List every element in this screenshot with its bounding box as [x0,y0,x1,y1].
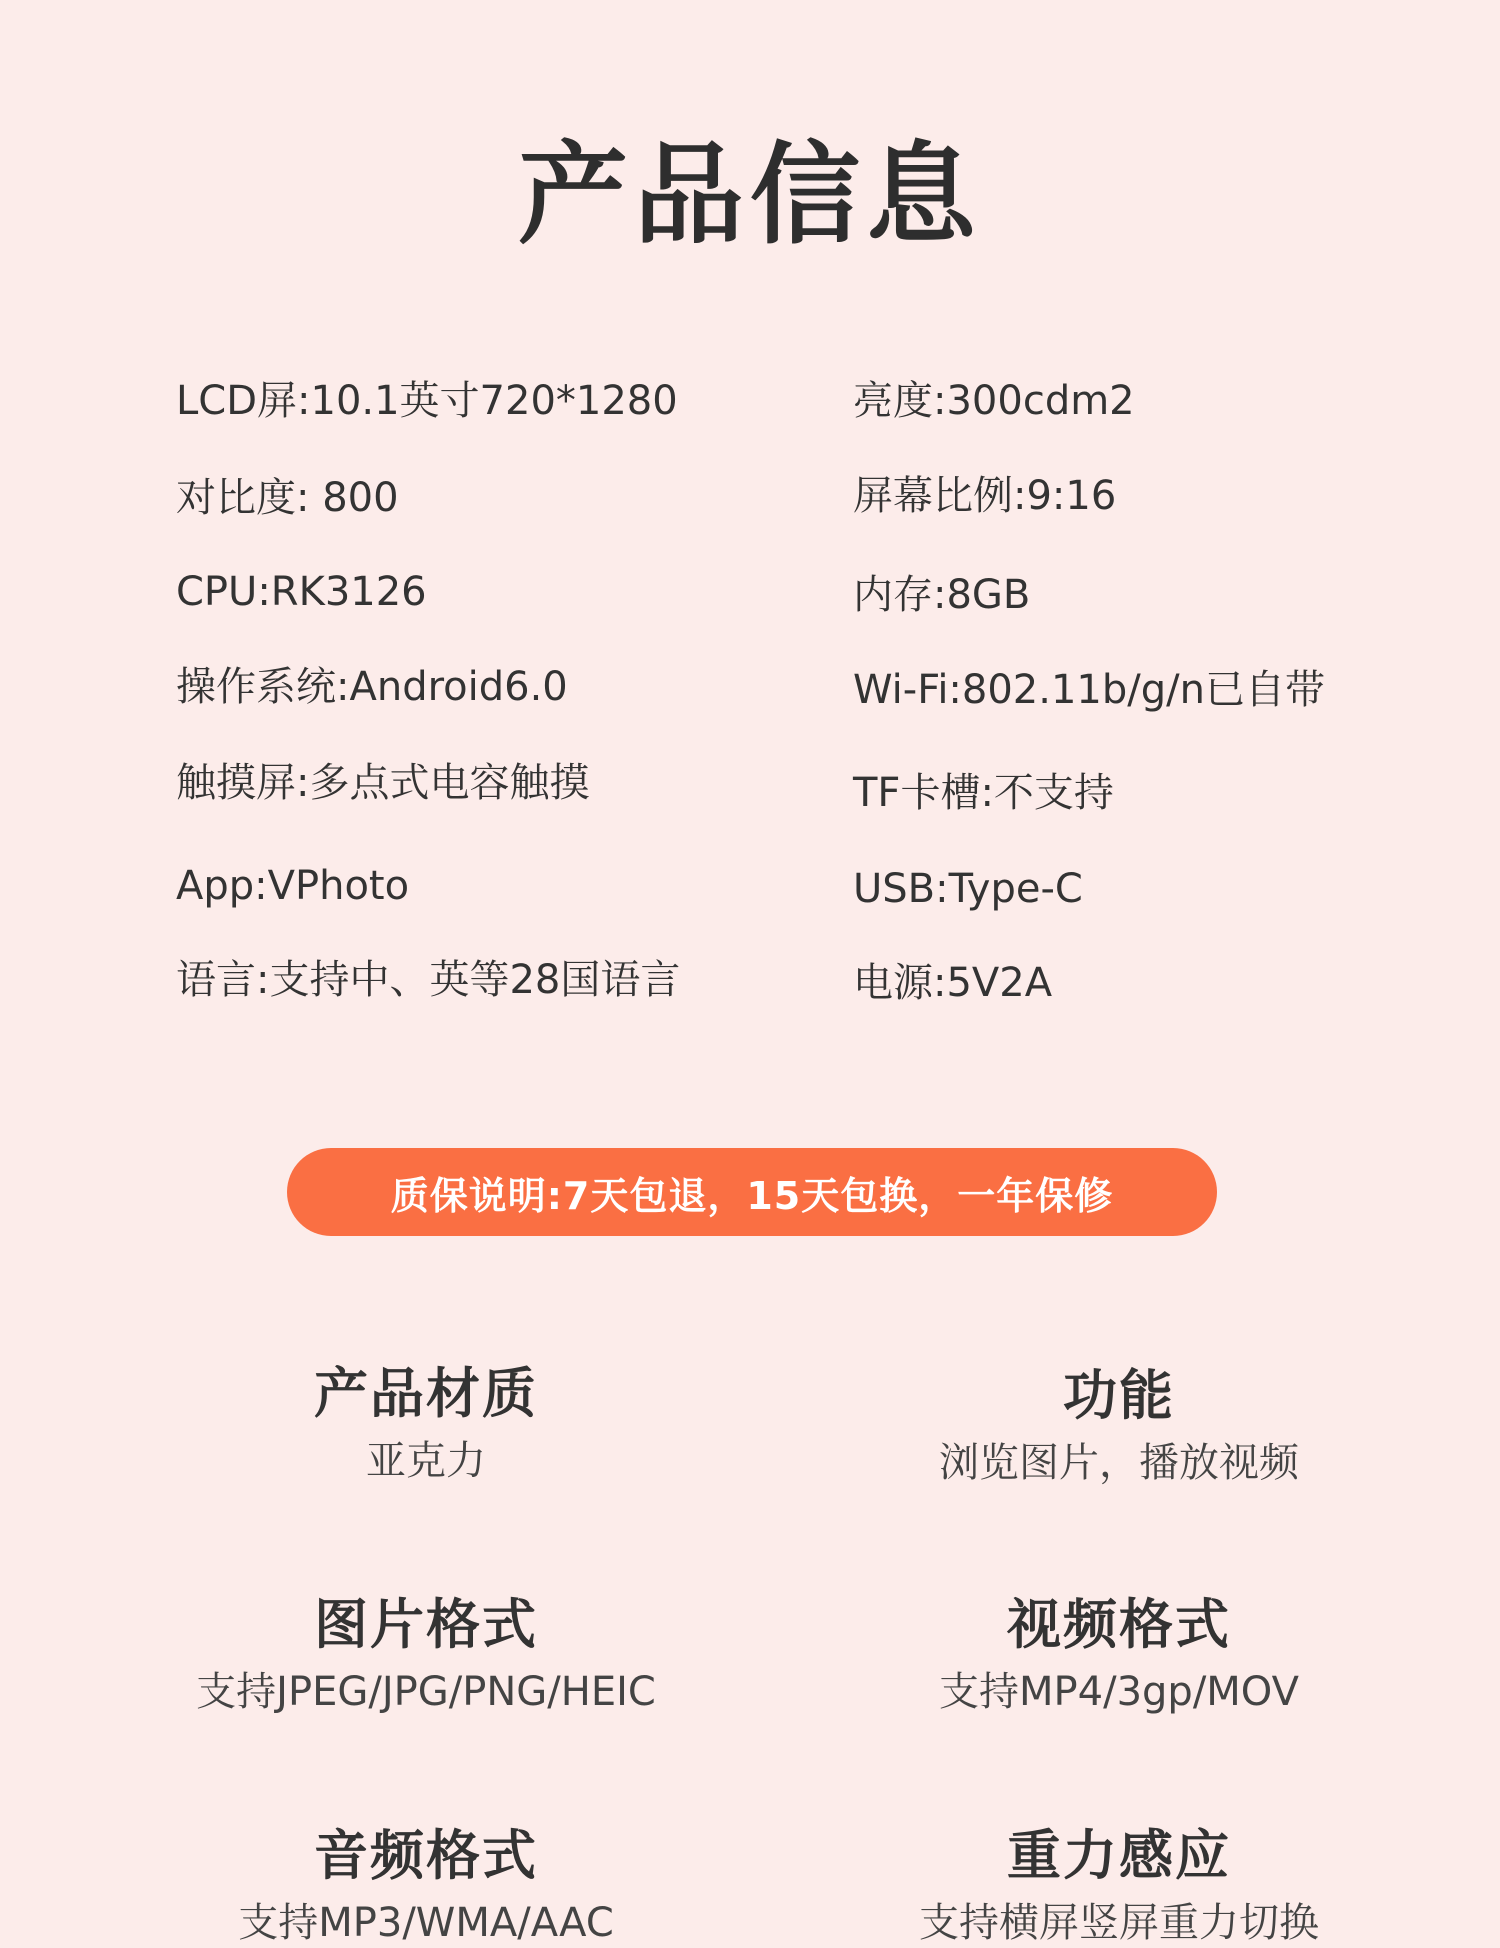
feature-video-format [769,1593,1469,1717]
spec-power: 电源:5V2A [853,960,1053,1006]
spec-lcd: LCD屏:10.1英寸720*1280 [176,378,678,424]
feature-desc: 支持MP3/WMA/AAC [238,1900,614,1946]
spec-os: 操作系统:Android6.0 [176,664,568,710]
spec-touchscreen: 触摸屏:多点式电容触摸 [176,760,590,806]
warranty-banner [287,1148,1217,1236]
spec-language: 语言:支持中、英等28国语言 [176,957,681,1003]
spec-aspect-ratio: 屏幕比例:9:16 [853,473,1117,519]
feature-gravity-sensor [769,1824,1469,1948]
spec-app: App:VPhoto [176,863,410,909]
spec-tf-slot: TF卡槽:不支持 [853,770,1114,816]
spec-usb: USB:Type-C [853,866,1083,912]
feature-title: 视频格式 [1007,1593,1231,1656]
spec-wifi: Wi-Fi:802.11b/g/n已自带 [853,667,1325,713]
feature-title: 产品材质 [314,1362,538,1425]
spec-contrast: 对比度: 800 [176,475,399,521]
feature-desc: 亚克力 [366,1438,486,1484]
spec-cpu: CPU:RK3126 [176,569,427,615]
feature-desc: 支持横屏竖屏重力切换 [919,1900,1319,1946]
feature-desc: 支持MP4/3gp/MOV [939,1669,1299,1715]
feature-function [769,1364,1469,1488]
spec-memory: 内存:8GB [853,572,1031,618]
warranty-text: 质保说明:7天包退，15天包换，一年保修 [390,1173,1114,1218]
feature-title: 重力感应 [1007,1824,1231,1887]
feature-desc: 支持JPEG/JPG/PNG/HEIC [196,1669,656,1715]
spec-brightness: 亮度:300cdm2 [853,378,1135,424]
feature-audio-format [76,1824,776,1948]
feature-title: 音频格式 [314,1824,538,1887]
feature-desc: 浏览图片，播放视频 [939,1440,1299,1486]
feature-title: 图片格式 [314,1593,538,1656]
feature-material [76,1362,776,1486]
feature-image-format [76,1593,776,1717]
page-title: 产品信息 [518,131,982,259]
feature-title: 功能 [1063,1364,1175,1427]
